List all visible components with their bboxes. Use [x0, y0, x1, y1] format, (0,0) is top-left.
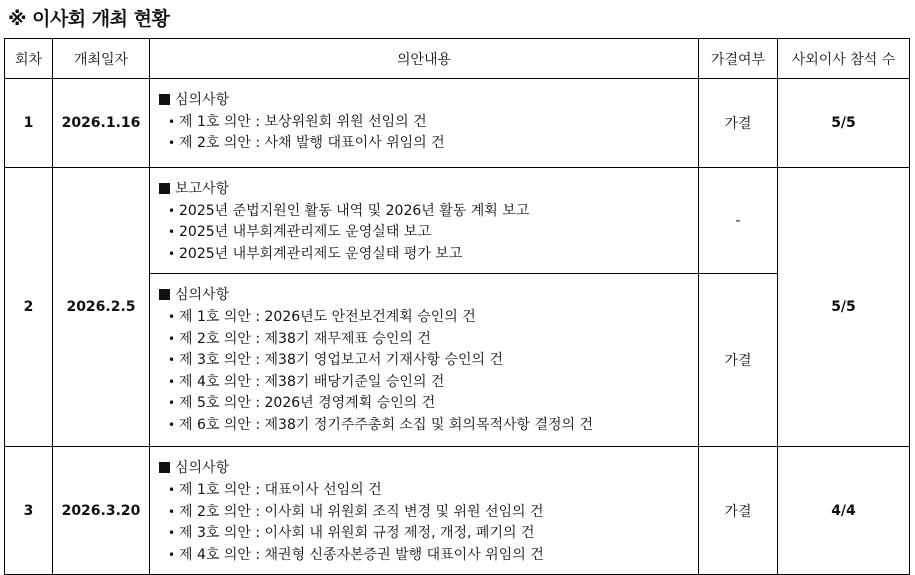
agenda-item-text: 제 3호 의안 : 제38기 영업보고서 기재사항 승인의 건: [179, 352, 503, 369]
round-cell: 2: [5, 168, 53, 447]
result-cell: 가결: [699, 447, 778, 575]
agenda-item-text: 제 1호 의안 : 대표이사 선임의 건: [179, 481, 382, 498]
agenda-content-cell: [150, 79, 699, 168]
round-cell: 3: [5, 447, 53, 575]
section-title: [159, 179, 690, 201]
agenda-item-text: 제 3호 의안 : 이사회 내 위원회 규정 제정, 개정, 폐기의 건: [179, 525, 535, 542]
agenda-item-text: 제 6호 의안 : 제38기 정기주주총회 소집 및 회의목적사항 결정의 건: [179, 416, 594, 433]
agenda-item-text: 제 5호 의안 : 2026년 경영계획 승인의 건: [179, 395, 436, 412]
bullet-icon: •: [168, 504, 176, 519]
agenda-item: [159, 502, 690, 524]
table-row: [5, 168, 910, 274]
agenda-item: [159, 393, 690, 415]
agenda-content-cell: [150, 274, 699, 447]
result-cell: -: [699, 168, 778, 274]
header-attendance: 사외이사 참석 수: [778, 39, 910, 79]
agenda-content-cell: [150, 168, 699, 274]
result-cell: 가결: [699, 274, 778, 447]
attendance-cell: 4/4: [778, 447, 910, 575]
agenda-item-text: 제 4호 의안 : 제38기 배당기준일 승인의 건: [179, 373, 445, 390]
agenda-item-text: 2025년 내부회계관리제도 운영실태 보고: [179, 224, 431, 241]
attendance-cell: 5/5: [778, 168, 910, 447]
agenda-item: [159, 523, 690, 545]
result-cell: 가결: [699, 79, 778, 168]
agenda-item: [159, 329, 690, 351]
bullet-icon: •: [168, 203, 176, 218]
section-title-text: 보고사항: [175, 181, 230, 197]
agenda-item: [159, 244, 690, 266]
agenda-item-text: 제 2호 의안 : 사채 발행 대표이사 위임의 건: [179, 135, 445, 152]
agenda-content-cell: [150, 447, 699, 575]
bullet-icon: •: [168, 353, 176, 368]
table-body: [5, 79, 910, 575]
agenda-item-text: 2025년 준법지원인 활동 내역 및 2026년 활동 계획 보고: [179, 202, 530, 219]
bullet-icon: •: [168, 482, 176, 497]
date-cell: 2026.3.20: [53, 447, 150, 575]
bullet-icon: •: [168, 547, 176, 562]
section-title: [159, 90, 690, 112]
bullet-icon: •: [168, 331, 176, 346]
section-title: [159, 458, 690, 480]
agenda-item: [159, 350, 690, 372]
bullet-icon: •: [168, 526, 176, 541]
table-row: [5, 79, 910, 168]
agenda-item: [159, 307, 690, 329]
agenda-item: [159, 133, 690, 155]
attendance-cell: 5/5: [778, 79, 910, 168]
header-date: 개최일자: [53, 39, 150, 79]
bullet-icon: •: [168, 309, 176, 324]
black-square-icon: [159, 183, 170, 194]
board-meetings-table: [4, 38, 910, 575]
agenda-item-text: 2025년 내부회계관리제도 운영실태 평가 보고: [179, 245, 463, 262]
section-title: [159, 285, 690, 307]
agenda-item: [159, 545, 690, 567]
table-row: [5, 447, 910, 575]
bullet-icon: •: [168, 417, 176, 432]
agenda-item: [159, 112, 690, 134]
black-square-icon: [159, 94, 170, 105]
bullet-icon: •: [168, 114, 176, 129]
section-title-text: 심의사항: [175, 92, 230, 108]
round-cell: 1: [5, 79, 53, 168]
header-result: 가결여부: [699, 39, 778, 79]
header-round: 회차: [5, 39, 53, 79]
agenda-item-text: 제 1호 의안 : 2026년도 안전보건계획 승인의 건: [179, 308, 476, 325]
date-cell: 2026.2.5: [53, 168, 150, 447]
table-header-row: [5, 39, 910, 79]
agenda-item: [159, 201, 690, 223]
date-cell: 2026.1.16: [53, 79, 150, 168]
bullet-icon: •: [168, 246, 176, 261]
agenda-item: [159, 372, 690, 394]
bullet-icon: •: [168, 374, 176, 389]
section-title-text: 심의사항: [175, 460, 230, 477]
agenda-item: [159, 415, 690, 437]
agenda-item: [159, 480, 690, 502]
bullet-icon: •: [168, 396, 176, 411]
header-content: 의안내용: [150, 39, 699, 79]
page-title: ※ 이사회 개최 현황: [8, 8, 170, 30]
bullet-icon: •: [168, 225, 176, 240]
agenda-item: [159, 222, 690, 244]
black-square-icon: [159, 462, 170, 473]
agenda-item-text: 제 2호 의안 : 이사회 내 위원회 조직 변경 및 위원 선임의 건: [179, 503, 544, 520]
agenda-item-text: 제 1호 의안 : 보상위원회 위원 선임의 건: [179, 113, 427, 130]
agenda-item-text: 제 2호 의안 : 제38기 재무제표 승인의 건: [179, 330, 431, 347]
agenda-item-text: 제 4호 의안 : 채권형 신종자본증권 발행 대표이사 위임의 건: [179, 546, 544, 563]
bullet-icon: •: [168, 136, 176, 151]
black-square-icon: [159, 289, 170, 300]
section-title-text: 심의사항: [175, 287, 230, 304]
